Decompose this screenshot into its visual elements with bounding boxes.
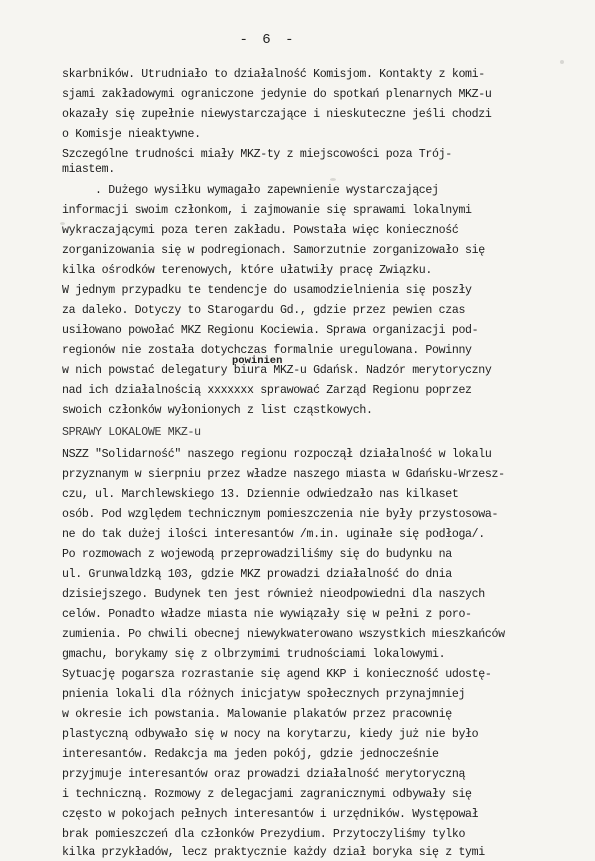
text-line: ne do tak dużej ilości interesantów /m.in. uginałe się podłoga/. xyxy=(62,528,485,541)
ink-speck xyxy=(330,178,336,181)
text-line: brak pomieszczeń dla członków Prezydium. Przytoczyliśmy tylko xyxy=(62,828,466,841)
text-line: zumienia. Po chwili obecnej niewykwaterowano wszystkich mieszkańców xyxy=(62,628,505,641)
text-line: celów. Ponadto władze miasta nie wywiązały się w pełni z poro- xyxy=(62,608,472,621)
text-line: dzisiejszego. Budynek ten jest również nieodpowiedni dla naszych xyxy=(62,588,485,601)
ink-speck xyxy=(560,60,564,64)
text-line: przyjmuje interesantów oraz prowadzi działalność merytoryczną xyxy=(62,768,466,781)
text-line: NSZZ "Solidarność" naszego regionu rozpoczął działalność w lokalu xyxy=(62,448,492,461)
text-line: miastem. xyxy=(62,163,115,176)
text-line: plastyczną odbywało się w nocy na korytarzu, kiedy już nie było xyxy=(62,728,479,741)
text-line: interesantów. Redakcja ma jeden pokój, gdzie jednocześnie xyxy=(62,748,439,761)
text-line: o Komisje nieaktywne. xyxy=(62,128,201,141)
text-line: Sytuację pogarsza rozrastanie się agend KKP i konieczność udostę- xyxy=(62,668,492,681)
text-line: ul. Grunwaldzką 103, gdzie MKZ prowadzi działalność do dnia xyxy=(62,568,452,581)
text-line: osób. Pod względem technicznym pomieszczenia nie były przystosowa- xyxy=(62,508,499,521)
text-line: sjami zakładowymi ograniczone jedynie do spotkań plenarnych MKZ-u xyxy=(62,88,492,101)
text-line: pnienia lokali dla różnych inicjatyw społecznych przynajmniej xyxy=(62,688,466,701)
text-line: swoich członków wyłonionych z list cząstkowych. xyxy=(62,404,373,417)
text-line: W jednym przypadku te tendencje do usamodzielnienia się poszły xyxy=(62,284,472,297)
text-line: kilka przykładów, lecz praktycznie każdy dział boryka się z tymi xyxy=(62,846,485,859)
text-line: skarbników. Utrudniało to działalność Komisjom. Kontakty z komi- xyxy=(62,68,485,81)
text-line: w okresie ich powstania. Malowanie plakatów przez pracownię xyxy=(62,708,452,721)
text-line: zorganizowania się w podregionach. Samorzutnie zorganizowało się xyxy=(62,244,485,257)
text-line: kilka ośrodków terenowych, które ułatwiły pracę Związku. xyxy=(62,264,433,277)
text-line: i techniczną. Rozmowy z delegacjami zagranicznymi odbywały się xyxy=(62,788,472,801)
text-line: często w pokojach pełnych interesantów i urzędników. Występował xyxy=(62,808,479,821)
section-heading: SPRAWY LOKALOWE MKZ-u xyxy=(62,426,201,439)
text-line: Po rozmowach z wojewodą przeprowadziliśmy się do budynku na xyxy=(62,548,452,561)
text-line: regionów nie została dotychczas formalnie uregulowana. Powinny xyxy=(62,344,472,357)
text-line: wykraczającymi poza teren zakładu. Powstała więc konieczność xyxy=(62,224,459,237)
text-line: nad ich działalnością xxxxxxx sprawować Zarząd Regionu poprzez xyxy=(62,384,472,397)
text-line: czu, ul. Marchlewskiego 13. Dziennie odwiedzało nas kilkaset xyxy=(62,488,459,501)
text-line: gmachu, borykamy się z olbrzymimi trudnościami lokalowymi. xyxy=(62,648,446,661)
page-number: - 6 - xyxy=(239,32,297,48)
text-line: . Dużego wysiłku wymagało zapewnienie wystarczającej xyxy=(62,184,439,197)
text-line: informacji swoim członkom, i zajmowanie się sprawami lokalnymi xyxy=(62,204,472,217)
text-line: Szczególne trudności miały MKZ-ty z miejscowości poza Trój- xyxy=(62,148,452,161)
text-line: w nich powstać delegatury biura MKZ-u Gdańsk. Nadzór merytoryczny xyxy=(62,364,492,377)
text-line: za daleko. Dotyczy to Starogardu Gd., gdzie przez pewien czas xyxy=(62,304,466,317)
text-line: okazały się zupełnie niewystarczające i nieskuteczne jeśli chodzi xyxy=(62,108,492,121)
handwritten-insertion: powinien xyxy=(232,355,283,367)
text-line: przyznanym w sierpniu przez władze naszego miasta w Gdańsku-Wrzesz- xyxy=(62,468,505,481)
text-line: usiłowano powołać MKZ Regionu Kociewia. Sprawa organizacji pod- xyxy=(62,324,479,337)
